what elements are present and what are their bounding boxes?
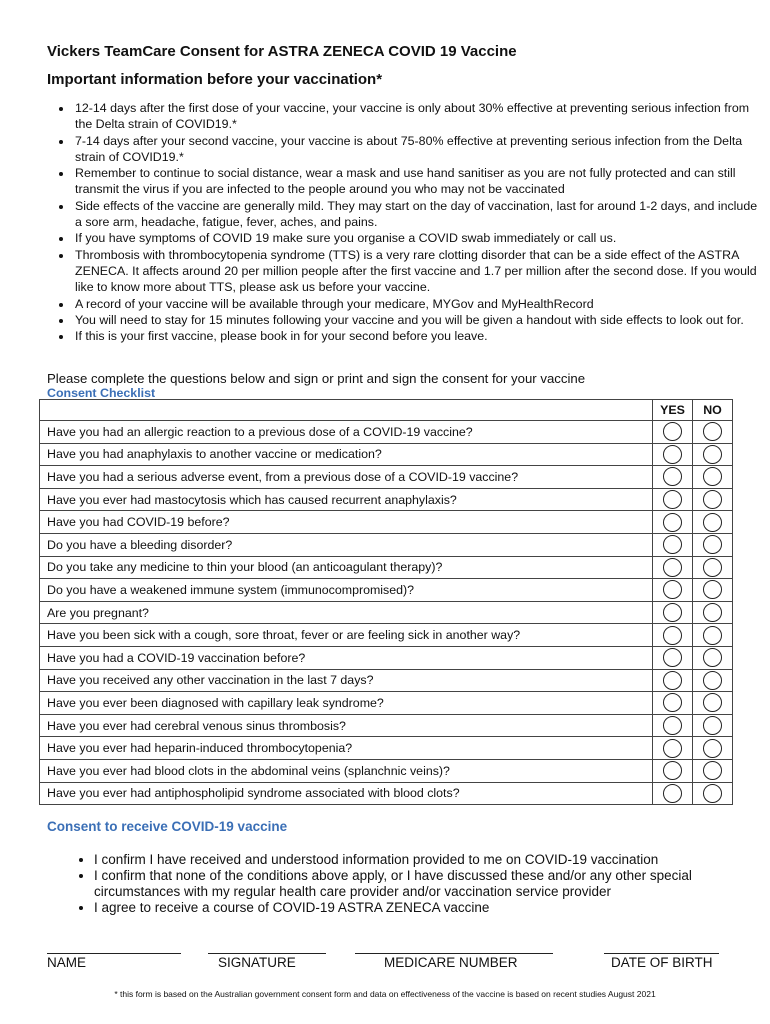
footnote: * this form is based on the Australian government consent form and data on effectiveness of the vaccine is based on recent studies August 2021 [114, 988, 656, 999]
table-row [40, 466, 733, 489]
yes-cell [653, 646, 693, 669]
no-radio[interactable] [703, 626, 722, 645]
question-text: Have you had a serious adverse event, from a previous dose of a COVID-19 vaccine? [40, 466, 653, 489]
no-radio[interactable] [703, 535, 722, 554]
question-text: Have you been sick with a cough, sore throat, fever or are feeling sick in another way? [40, 624, 653, 647]
yes-radio[interactable] [663, 716, 682, 735]
dob-line[interactable] [604, 953, 719, 954]
consent-checklist-table [39, 399, 733, 805]
no-radio[interactable] [703, 761, 722, 780]
question-text: Have you ever had mastocytosis which has caused recurrent anaphylaxis? [40, 488, 653, 511]
medicare-label: MEDICARE NUMBER [384, 955, 518, 970]
name-label: NAME [47, 955, 87, 970]
no-cell [693, 533, 733, 556]
question-text: Have you had a COVID-19 vaccination before? [40, 646, 653, 669]
table-row [40, 579, 733, 602]
yes-cell [653, 601, 693, 624]
no-cell [693, 692, 733, 715]
no-cell [693, 556, 733, 579]
table-row [40, 443, 733, 466]
name-line[interactable] [47, 953, 181, 954]
no-radio[interactable] [703, 490, 722, 509]
question-text: Do you have a weakened immune system (immunocompromised)? [40, 579, 653, 602]
question-header-cell [40, 400, 653, 421]
question-text: Do you have a bleeding disorder? [40, 533, 653, 556]
table-row [40, 533, 733, 556]
no-radio[interactable] [703, 716, 722, 735]
table-row [40, 759, 733, 782]
consent-title: Consent to receive COVID-19 vaccine [47, 819, 288, 834]
yes-cell [653, 759, 693, 782]
yes-radio[interactable] [663, 671, 682, 690]
question-text: Have you had anaphylaxis to another vaccine or medication? [40, 443, 653, 466]
yes-cell [653, 692, 693, 715]
form-title: Vickers TeamCare Consent for ASTRA ZENECA COVID 19 Vaccine [47, 43, 517, 60]
question-text: Have you ever had cerebral venous sinus thrombosis? [40, 714, 653, 737]
question-text: Have you ever had antiphospholipid syndrome associated with blood clots? [40, 782, 653, 805]
yes-radio[interactable] [663, 648, 682, 667]
yes-cell [653, 511, 693, 534]
yes-radio[interactable] [663, 739, 682, 758]
no-cell [693, 646, 733, 669]
table-row [40, 782, 733, 805]
yes-radio[interactable] [663, 422, 682, 441]
no-radio[interactable] [703, 445, 722, 464]
consent-item: • I confirm that none of the conditions above apply, or I have discussed these and/or any other special circumstances with my regular health care provider and/or vaccination service provider [94, 868, 734, 900]
no-cell [693, 737, 733, 760]
yes-cell [653, 488, 693, 511]
yes-radio[interactable] [663, 761, 682, 780]
no-cell [693, 466, 733, 489]
instruction-text: Please complete the questions below and sign or print and sign the consent for your vaccine [47, 371, 586, 386]
no-cell [693, 488, 733, 511]
no-radio[interactable] [703, 558, 722, 577]
checklist-title: Consent Checklist [47, 386, 156, 400]
question-text: Have you ever had blood clots in the abdominal veins (splanchnic veins)? [40, 759, 653, 782]
yes-cell [653, 669, 693, 692]
yes-radio[interactable] [663, 490, 682, 509]
table-row [40, 601, 733, 624]
table-row [40, 624, 733, 647]
yes-radio[interactable] [663, 603, 682, 622]
yes-cell [653, 624, 693, 647]
info-item: • Thrombosis with thrombocytopenia syndrome (TTS) is a very rare clotting disorder that can be a side effect of the ASTRA ZENECA. It affects around 20 per million people after the first vaccine and 1.7 per million after the second dose. If you would like to know more about TTS, please ask us before your vaccine. [73, 247, 758, 296]
no-radio[interactable] [703, 648, 722, 667]
yes-radio[interactable] [663, 693, 682, 712]
consent-item: • I agree to receive a course of COVID-19 ASTRA ZENECA vaccine [94, 900, 734, 916]
question-text: Have you ever been diagnosed with capillary leak syndrome? [40, 692, 653, 715]
info-list [55, 100, 758, 344]
yes-cell [653, 556, 693, 579]
info-item: • If this is your first vaccine, please book in for your second before you leave. [73, 328, 758, 344]
table-row [40, 421, 733, 444]
yes-header: YES [653, 400, 693, 421]
yes-cell [653, 421, 693, 444]
consent-list [74, 852, 734, 916]
no-cell [693, 601, 733, 624]
no-header: NO [693, 400, 733, 421]
no-radio[interactable] [703, 603, 722, 622]
info-item: • 12-14 days after the first dose of your vaccine, your vaccine is only about 30% effective at preventing serious infection from the Delta strain of COVID19.* [73, 100, 758, 133]
yes-cell [653, 579, 693, 602]
table-row [40, 556, 733, 579]
table-row [40, 488, 733, 511]
checklist-body [40, 421, 733, 805]
table-row [40, 737, 733, 760]
question-text: Have you had an allergic reaction to a previous dose of a COVID-19 vaccine? [40, 421, 653, 444]
yes-cell [653, 782, 693, 805]
no-radio[interactable] [703, 784, 722, 803]
info-heading: Important information before your vaccination* [47, 71, 383, 88]
info-item: • If you have symptoms of COVID 19 make sure you organise a COVID swab immediately or call us. [73, 230, 758, 246]
question-text: Are you pregnant? [40, 601, 653, 624]
yes-cell [653, 714, 693, 737]
no-cell [693, 511, 733, 534]
question-text: Have you had COVID-19 before? [40, 511, 653, 534]
yes-cell [653, 737, 693, 760]
no-radio[interactable] [703, 671, 722, 690]
question-text: Have you received any other vaccination in the last 7 days? [40, 669, 653, 692]
info-item: • 7-14 days after your second vaccine, your vaccine is about 75-80% effective at preventing serious infection from the Delta strain of COVID19.* [73, 133, 758, 166]
info-item: • Remember to continue to social distance, wear a mask and use hand sanitiser as you are not fully protected and can still transmit the virus if you are infected to the people around you who may not be vaccinated [73, 165, 758, 198]
table-row [40, 646, 733, 669]
no-radio[interactable] [703, 467, 722, 486]
info-item: • Side effects of the vaccine are generally mild. They may start on the day of vaccination, last for around 1-2 days, and include a sore arm, headache, fatigue, fever, aches, and pains. [73, 198, 758, 231]
medicare-line[interactable] [355, 953, 553, 954]
table-header-row [40, 400, 733, 421]
yes-radio[interactable] [663, 626, 682, 645]
dob-label: DATE OF BIRTH [611, 955, 713, 970]
no-cell [693, 759, 733, 782]
yes-radio[interactable] [663, 445, 682, 464]
yes-cell [653, 533, 693, 556]
no-cell [693, 443, 733, 466]
question-text: Have you ever had heparin-induced thrombocytopenia? [40, 737, 653, 760]
question-text: Do you take any medicine to thin your blood (an anticoagulant therapy)? [40, 556, 653, 579]
table-row [40, 511, 733, 534]
info-item: • A record of your vaccine will be available through your medicare, MYGov and MyHealthRecord [73, 296, 758, 312]
no-cell [693, 782, 733, 805]
no-cell [693, 669, 733, 692]
no-radio[interactable] [703, 580, 722, 599]
signature-line[interactable] [208, 953, 326, 954]
signature-label: SIGNATURE [218, 955, 296, 970]
yes-cell [653, 443, 693, 466]
yes-radio[interactable] [663, 784, 682, 803]
no-cell [693, 579, 733, 602]
yes-radio[interactable] [663, 513, 682, 532]
no-cell [693, 624, 733, 647]
yes-radio[interactable] [663, 535, 682, 554]
yes-radio[interactable] [663, 558, 682, 577]
no-radio[interactable] [703, 739, 722, 758]
yes-radio[interactable] [663, 580, 682, 599]
yes-cell [653, 466, 693, 489]
no-radio[interactable] [703, 693, 722, 712]
no-cell [693, 714, 733, 737]
consent-item: • I confirm I have received and understood information provided to me on COVID-19 vaccination [94, 852, 734, 868]
table-row [40, 669, 733, 692]
no-radio[interactable] [703, 422, 722, 441]
no-cell [693, 421, 733, 444]
table-row [40, 692, 733, 715]
no-radio[interactable] [703, 513, 722, 532]
yes-radio[interactable] [663, 467, 682, 486]
info-item: • You will need to stay for 15 minutes following your vaccine and you will be given a handout with side effects to look out for. [73, 312, 758, 328]
table-row [40, 714, 733, 737]
